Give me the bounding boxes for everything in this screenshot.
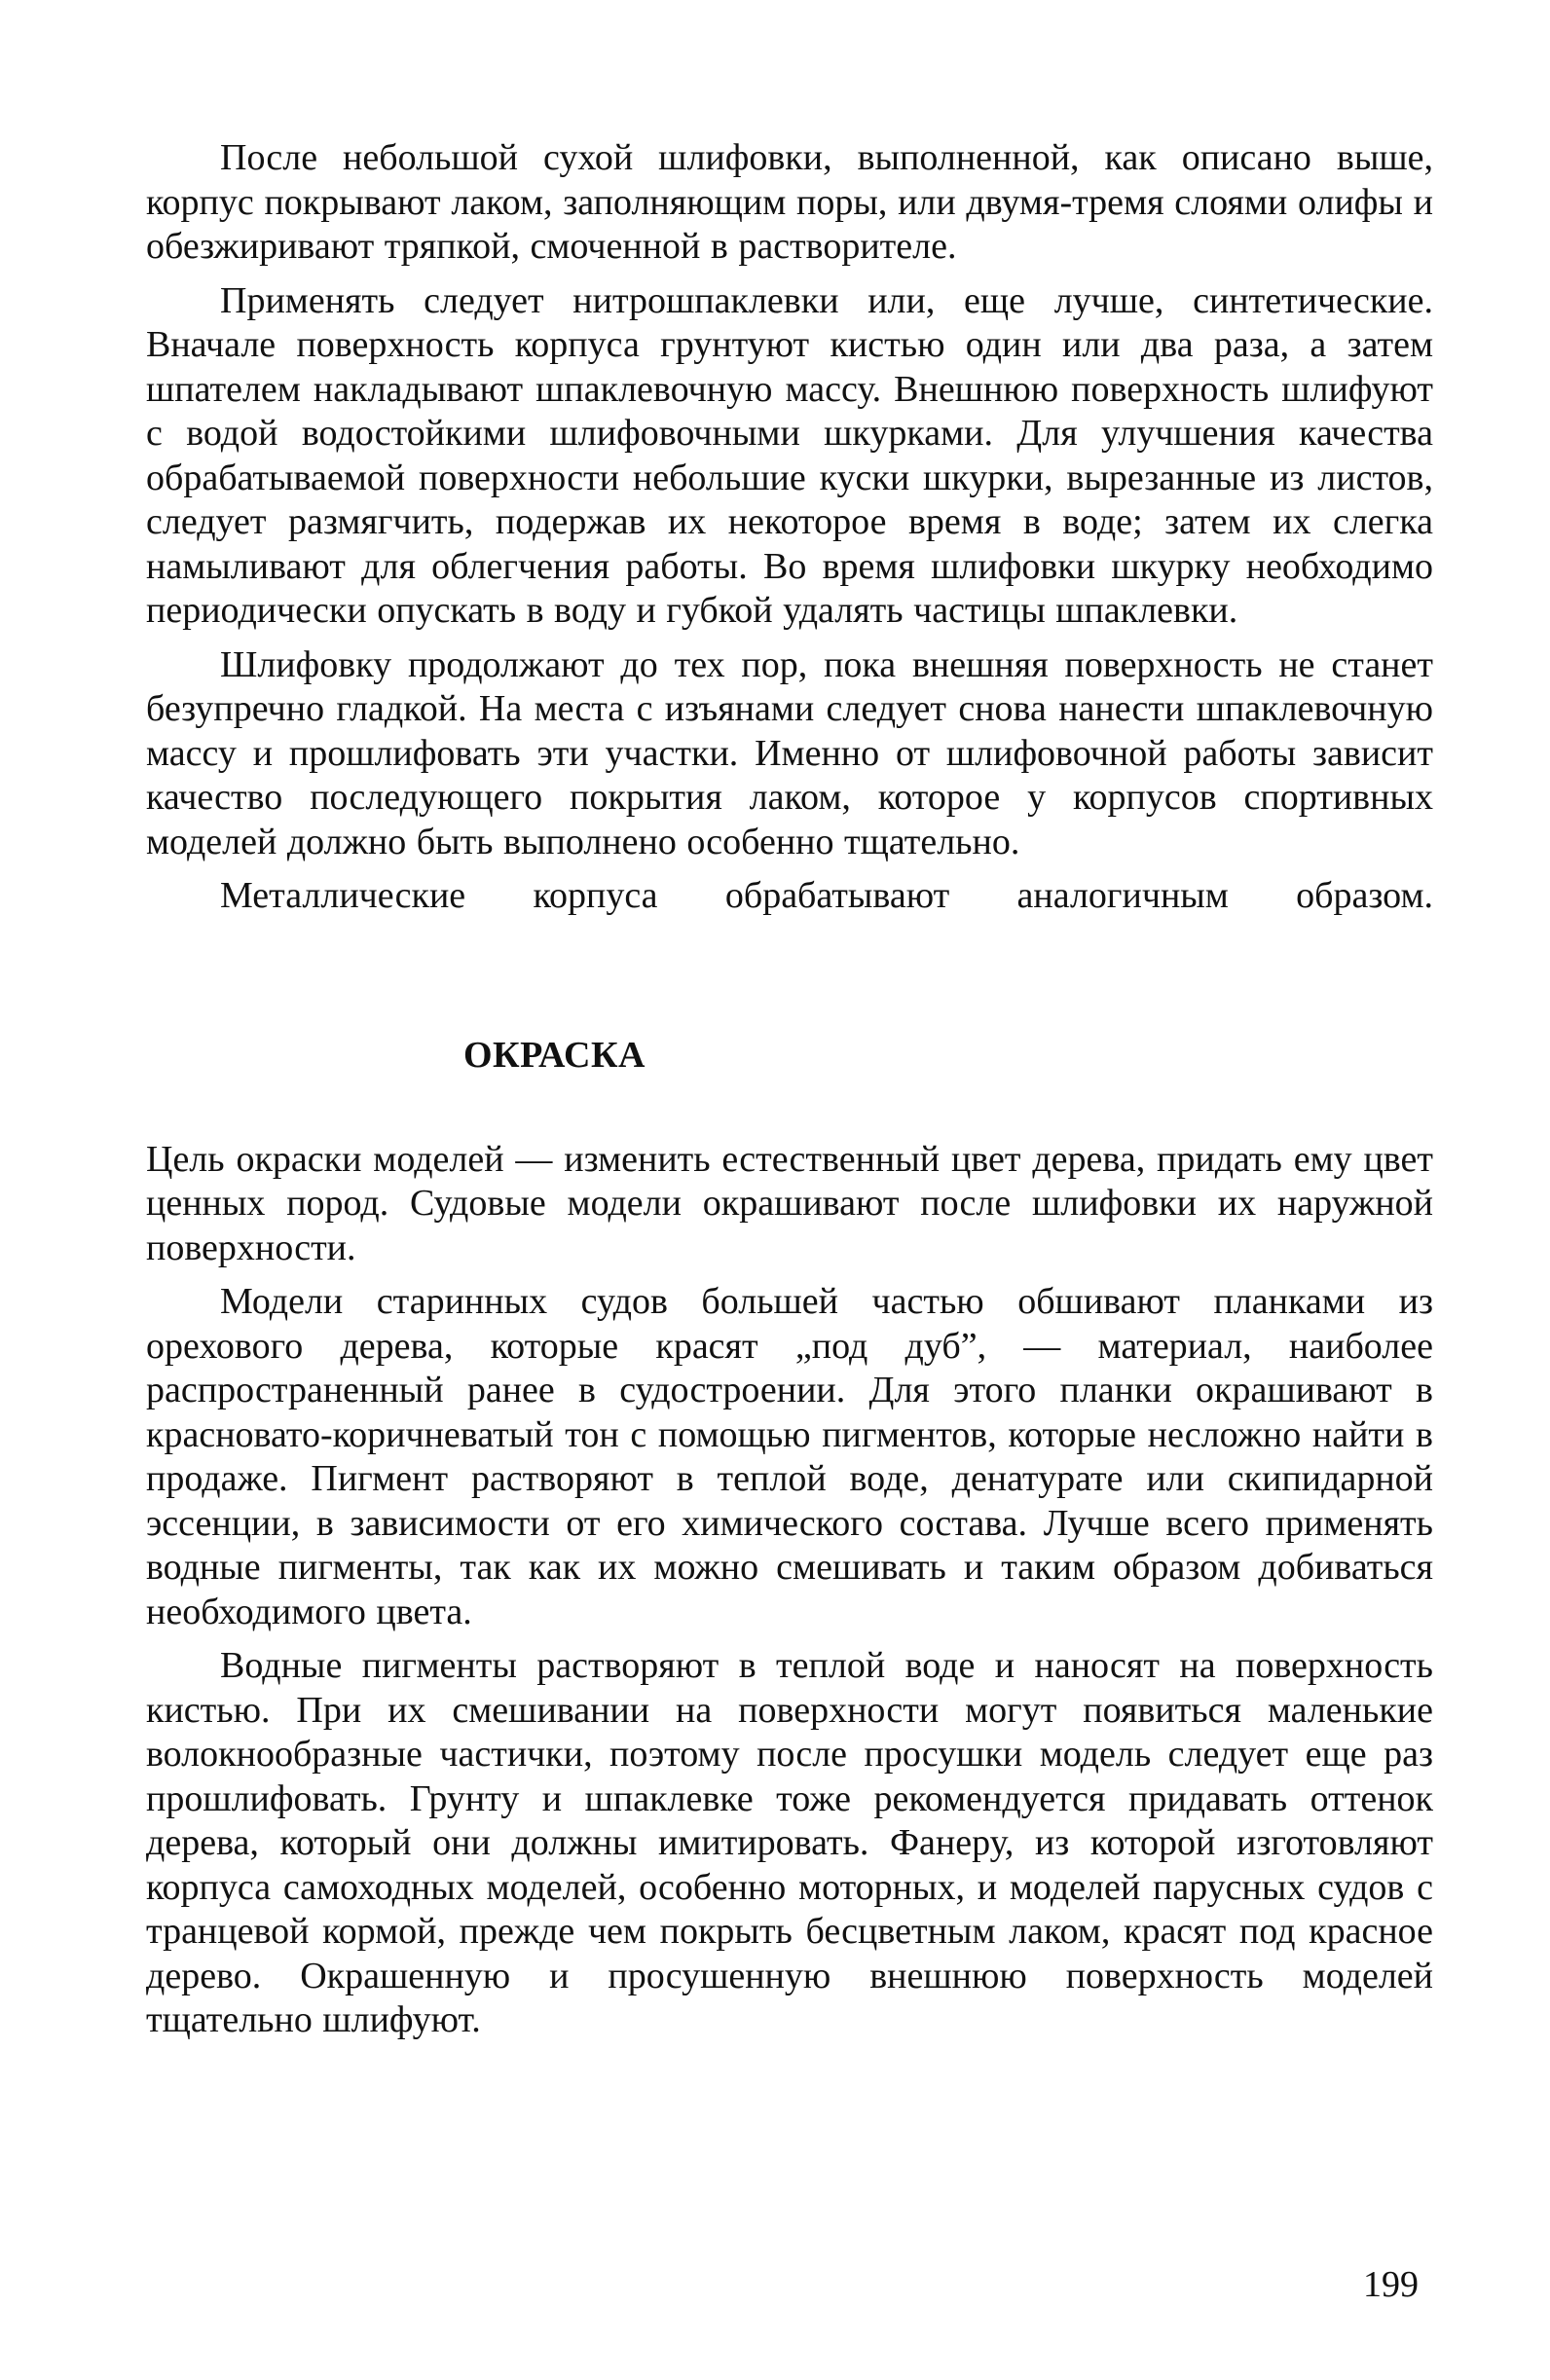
page-number: 199 bbox=[1363, 2264, 1419, 2305]
section-paragraph-2: Модели старинных судов большей частью обшивают планками из орехового дерева, которые красят „под дуб”, — материал, наиболее распространенный ранее в судостроении. Для этого планки окрашивают в красновато-коричневатый тон с помощью пигментов, которые несложно найти в продаже. Пигмент растворяют в теплой воде, денатурате или скипидарной эссенции, в зависимости от его химического состава. Лучше всего применять водные пигменты, так как их можно смешивать и таким образом добиваться необходимого цвета. bbox=[146, 1281, 1433, 1632]
section-heading: ОКРАСКА bbox=[463, 1034, 646, 1076]
section-paragraph-3: Водные пигменты растворяют в теплой воде и наносят на поверхность кистью. При их смешивании на поверхности могут появиться маленькие волокнообразные частички, поэтому после просушки модель следует еще раз прошлифовать. Грунту и шпаклевке тоже рекомендуется придавать оттенок дерева, который они должны имитировать. Фанеру, из которой изготовляют корпуса самоходных моделей, особенно моторных, и моделей парусных судов с транцевой кормой, прежде чем покрыть бесцветным лаком, красят под красное дерево. Окрашенную и просушенную внешнюю поверхность моделей тщательно шлифуют. bbox=[146, 1645, 1433, 2040]
page-content bbox=[146, 136, 1433, 2043]
paragraph-2: Применять следует нитрошпаклевки или, еще лучше, синтетические. Вначале поверхность корпуса грунтуют кистью один или два раза, а затем шпателем накладывают шпаклевочную массу. Внешнюю поверхность шлифуют с водой водостойкими шлифовочными шкурками. Для улучшения качества обрабатываемой поверхности небольшие куски шкурки, вырезанные из листов, следует размягчить, подержав их некоторое время в воде; затем их слегка намыливают для облегчения работы. Во время шлифовки шкурку необходимо периодически опускать в воду и губкой удалять частицы шпаклевки. bbox=[146, 279, 1433, 631]
paragraph-1: После небольшой сухой шлифовки, выполненной, как описано выше, корпус покрывают лаком, заполняющим поры, или двумя-тремя слоями олифы и обезжиривают тряпкой, смоченной в растворителе. bbox=[146, 137, 1433, 267]
section-paragraph-1: Цель окраски моделей — изменить естественный цвет дерева, придать ему цвет ценных пород. Судовые модели окрашивают после шлифовки их наружной поверхности. bbox=[146, 1138, 1433, 1268]
paragraph-3: Шлифовку продолжают до тех пор, пока внешняя поверхность не станет безупречно гладкой. На места с изъянами следует снова нанести шпаклевочную массу и прошлифовать эти участки. Именно от шлифовочной работы зависит качество последующего покрытия лаком, которое у корпусов спортивных моделей должно быть выполнено особенно тщательно. bbox=[146, 643, 1433, 862]
paragraph-4: Металлические корпуса обрабатывают аналогичным образом. bbox=[220, 875, 1433, 916]
